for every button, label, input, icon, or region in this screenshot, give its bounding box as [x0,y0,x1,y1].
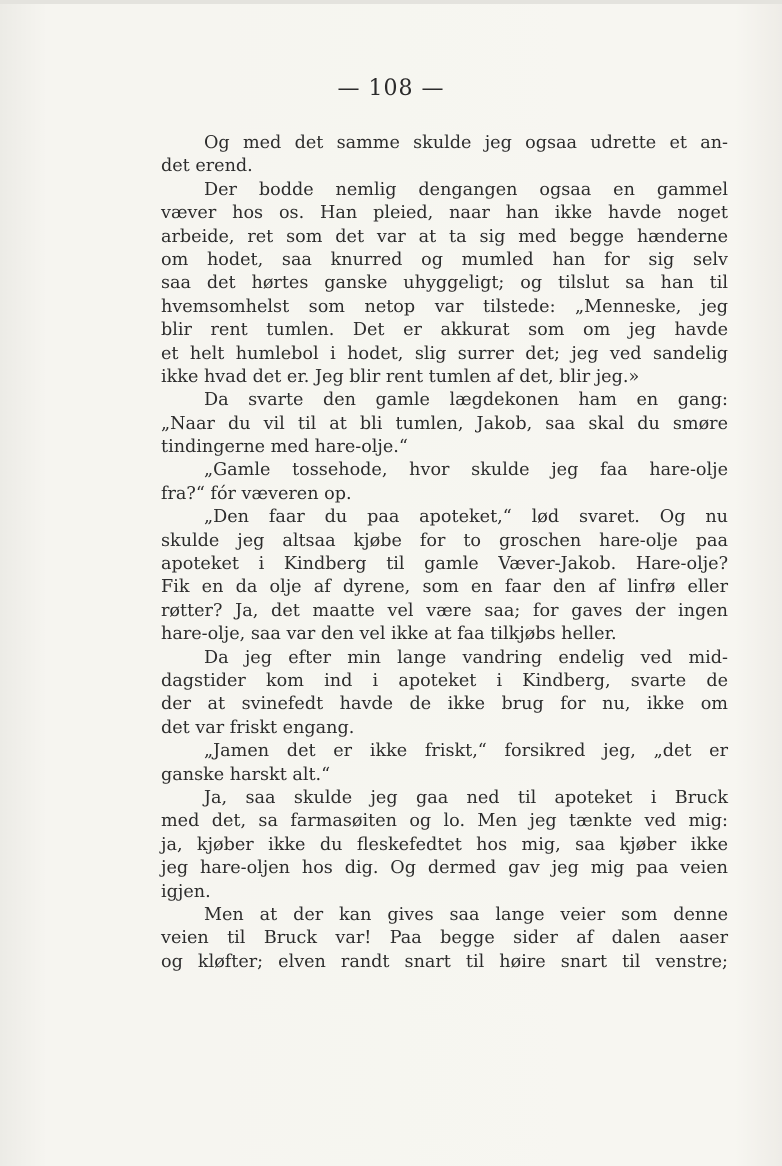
text-line: ja, kjøber ikke du fleskefedtet hos mig, saa kjøber ikke [161,834,728,855]
text-line: „Gamle tossehode, hvor skulde jeg faa hare-olje [204,460,728,481]
text-line: et helt humlebol i hodet, slig surrer det; jeg ved sandelig [161,343,728,364]
text-line: blir rent tumlen. Det er akkurat som om jeg havde [161,320,728,341]
text-line: arbeide, ret som det var at ta sig med begge hænderne [161,226,728,247]
text-line: apoteket i Kindberg til gamle Væver-Jakob. Hare-olje? [161,554,728,575]
text-line: Fik en da olje af dyrene, som en faar den af linfrø eller [161,577,728,598]
text-line: Men at der kan gives saa lange veier som denne [204,904,728,925]
text-line: jeg hare-oljen hos dig. Og dermed gav jeg mig paa veien [161,858,728,879]
text-line: dagstider kom ind i apoteket i Kindberg, svarte de [161,670,728,691]
text-line: tindingerne med hare-olje.“ [161,437,408,458]
text-line: Da jeg efter min lange vandring endelig ved mid- [204,647,728,668]
text-line: med det, sa farmasøiten og lo. Men jeg tænkte ved mig: [161,811,728,832]
text-line: „Naar du vil til at bli tumlen, Jakob, saa skal du smøre [161,413,728,434]
text-line: ganske harskt alt.“ [161,764,331,785]
text-line: Da svarte den gamle lægdekonen ham en gang: [204,390,728,411]
text-line: „Jamen det er ikke friskt,“ forsikred jeg, „det er [204,741,728,762]
text-line: fra?“ fór væveren op. [161,483,352,504]
text-line: Og med det samme skulde jeg ogsaa udrette et an- [204,133,728,153]
text-line: saa det hørtes ganske uhyggeligt; og tilslut sa han til [161,273,728,294]
text-line: der at svinefedt havde de ikke brug for nu, ikke om [161,694,728,715]
text-line: røtter? Ja, det maatte vel være saa; for gaves der ingen [161,600,728,621]
text-line: veien til Bruck var! Paa begge sider af dalen aaser [161,928,728,949]
text-line: det erend. [161,156,253,177]
body-text [161,132,728,974]
text-line: hvemsomhelst som netop var tilstede: „Menneske, jeg [161,296,728,317]
text-line: væver hos os. Han pleied, naar han ikke havde noget [161,203,728,224]
text-line: skulde jeg altsaa kjøbe for to groschen hare-olje paa [161,530,728,551]
text-line: hare-olje, saa var den vel ikke at faa tilkjøbs heller. [161,624,617,645]
text-line: „Den faar du paa apoteket,“ lød svaret. Og nu [204,507,728,528]
text-line: og kløfter; elven randt snart til høire snart til venstre; [161,951,728,972]
text-line: det var friskt engang. [161,717,355,738]
page-number: — 108 — [337,76,445,101]
text-line: om hodet, saa knurred og mumled han for sig selv [161,249,728,270]
text-line: Ja, saa skulde jeg gaa ned til apoteket i Bruck [204,787,728,808]
text-line: Der bodde nemlig dengangen ogsaa en gammel [204,179,728,200]
text-line: igjen. [161,881,211,902]
text-line: ikke hvad det er. Jeg blir rent tumlen af det, blir jeg.» [161,366,640,387]
